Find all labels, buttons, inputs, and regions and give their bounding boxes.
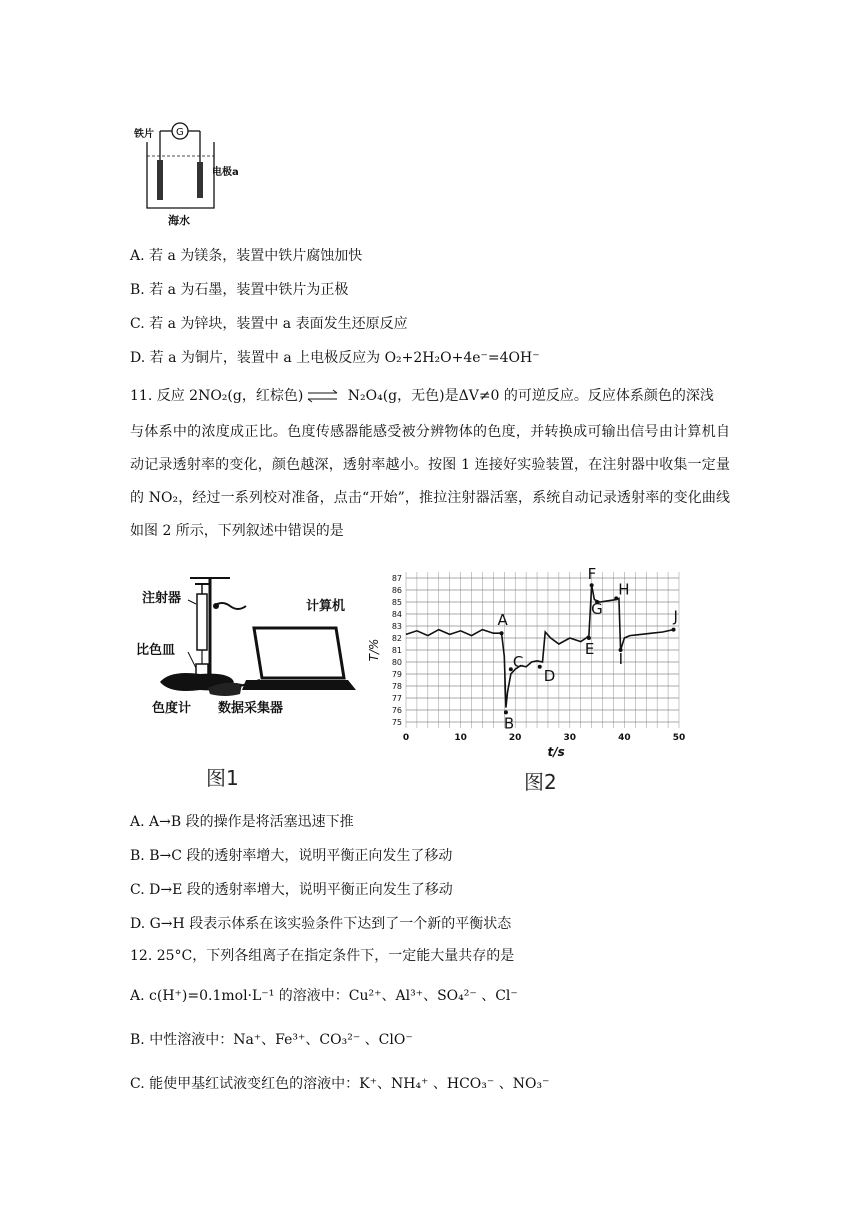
y-tick-label: 87 <box>391 574 402 583</box>
reversible-arrow-icon <box>305 389 341 403</box>
q11-option-a: A. A→B 段的操作是将活塞迅速下推 <box>130 814 354 830</box>
q11-option-b: B. B→C 段的透射率增大，说明平衡正向发生了移动 <box>130 848 453 864</box>
x-tick-label: 20 <box>508 733 522 743</box>
q10-option-a: A. 若 a 为镁条，装置中铁片腐蚀加快 <box>130 248 363 264</box>
computer-label: 计算机 <box>306 599 346 614</box>
colorimeter-label: 色度计 <box>152 701 192 716</box>
label-line-syringe <box>188 600 196 604</box>
electrode-a <box>197 162 203 198</box>
galvanic-cell-figure <box>132 120 262 228</box>
label-line-cuvette <box>188 652 196 668</box>
y-tick-label: 86 <box>391 586 402 595</box>
x-tick-label: 30 <box>563 733 577 743</box>
q10-option-c: C. 若 a 为锌块，装置中 a 表面发生还原反应 <box>130 316 408 332</box>
point-label-A: A <box>497 611 508 630</box>
figure-2-caption: 图2 <box>524 770 557 794</box>
syringe-label: 注射器 <box>142 591 182 606</box>
point-label-I: I <box>618 650 624 668</box>
x-tick-label: 50 <box>672 733 686 743</box>
q10-option-b: B. 若 a 为石墨，装置中铁片为正极 <box>130 282 349 298</box>
laptop-screen <box>254 628 344 678</box>
point-marker-D <box>538 665 542 669</box>
point-marker-J <box>672 628 676 632</box>
galvanometer-label: G <box>176 127 184 138</box>
cuvette-label: 比色皿 <box>136 643 176 658</box>
y-tick-label: 85 <box>391 598 402 607</box>
y-tick-label: 84 <box>391 610 402 619</box>
iron-sheet <box>157 160 163 200</box>
iron-sheet-label: 铁片 <box>134 129 154 140</box>
point-label-J: J <box>673 607 678 626</box>
q11-option-c: C. D→E 段的透射率增大，说明平衡正向发生了移动 <box>130 882 453 898</box>
y-tick-label: 76 <box>391 706 402 715</box>
point-label-F: F <box>587 565 597 584</box>
q12-option-a: A. c(H⁺)=0.1mol·L⁻¹ 的溶液中：Cu²⁺、Al³⁺、SO₄²⁻ 、Cl⁻ <box>130 988 518 1004</box>
q11-stem-line1 <box>130 386 714 406</box>
figure-2-transmittance-chart <box>364 560 704 760</box>
y-tick-label: 79 <box>391 670 402 679</box>
point-label-G: G <box>591 600 603 618</box>
syringe <box>197 594 207 650</box>
q10-option-d: D. 若 a 为铜片，装置中 a 上电极反应为 O₂+2H₂O+4e⁻=4OH⁻ <box>130 350 540 366</box>
q11-stem-body: 与体系中的浓度成正比。色度传感器能感受被分辨物体的色度，并转换成可输出信号由计算机自动记录透射率的变化，颜色越深，透射率越小。按图 1 连接好实验装置，在注射器中收集一定量的 NO₂，经过一系列校对准备，点击“开始”，推拉注射器活塞，系统自动记录透射率的变化曲线如图 2 所示，下列叙述中错误的是 <box>130 424 730 539</box>
q11-stem-prefix: 11. 反应 2NO₂(g，红棕色) <box>130 388 304 404</box>
x-tick-label: 0 <box>402 733 410 743</box>
collector-label: 数据采集器 <box>218 701 284 716</box>
point-label-C: C <box>512 653 524 672</box>
point-label-H: H <box>618 580 630 599</box>
point-marker-A <box>500 631 504 635</box>
seawater-label: 海水 <box>168 214 190 227</box>
x-axis-title: t/s <box>547 745 565 759</box>
y-tick-label: 80 <box>391 658 402 667</box>
y-tick-label: 78 <box>391 682 402 691</box>
point-label-B: B <box>503 714 515 733</box>
transmittance-series-line <box>406 585 674 707</box>
y-tick-label: 83 <box>391 622 402 631</box>
figure-1-apparatus <box>130 570 370 720</box>
electrode-a-label: 电极a <box>212 167 239 178</box>
q12-option-b: B. 中性溶液中：Na⁺、Fe³⁺、CO₃²⁻ 、ClO⁻ <box>130 1032 413 1048</box>
y-tick-label: 82 <box>391 634 402 643</box>
y-tick-label: 81 <box>391 646 402 655</box>
y-tick-label: 77 <box>391 694 402 703</box>
q11-stem-suffix: N₂O₄(g，无色)是ΔV≠0 的可逆反应。反应体系颜色的深浅 <box>343 388 714 404</box>
y-tick-label: 75 <box>391 718 402 727</box>
y-axis-title: T/% <box>367 638 381 662</box>
point-marker-F <box>590 583 594 587</box>
x-tick-label: 10 <box>454 733 467 743</box>
q12-stem: 12. 25°C，下列各组离子在指定条件下，一定能大量共存的是 <box>130 948 515 964</box>
figure-1-caption: 图1 <box>206 766 239 790</box>
x-tick-label: 40 <box>618 733 631 743</box>
q11-option-d: D. G→H 段表示体系在该实验条件下达到了一个新的平衡状态 <box>130 916 512 932</box>
laptop-base <box>242 680 356 690</box>
point-label-E: E <box>584 640 595 658</box>
point-label-D: D <box>543 666 556 685</box>
q12-option-c: C. 能使甲基红试液变红色的溶液中：K⁺、NH₄⁺ 、HCO₃⁻ 、NO₃⁻ <box>130 1076 550 1092</box>
